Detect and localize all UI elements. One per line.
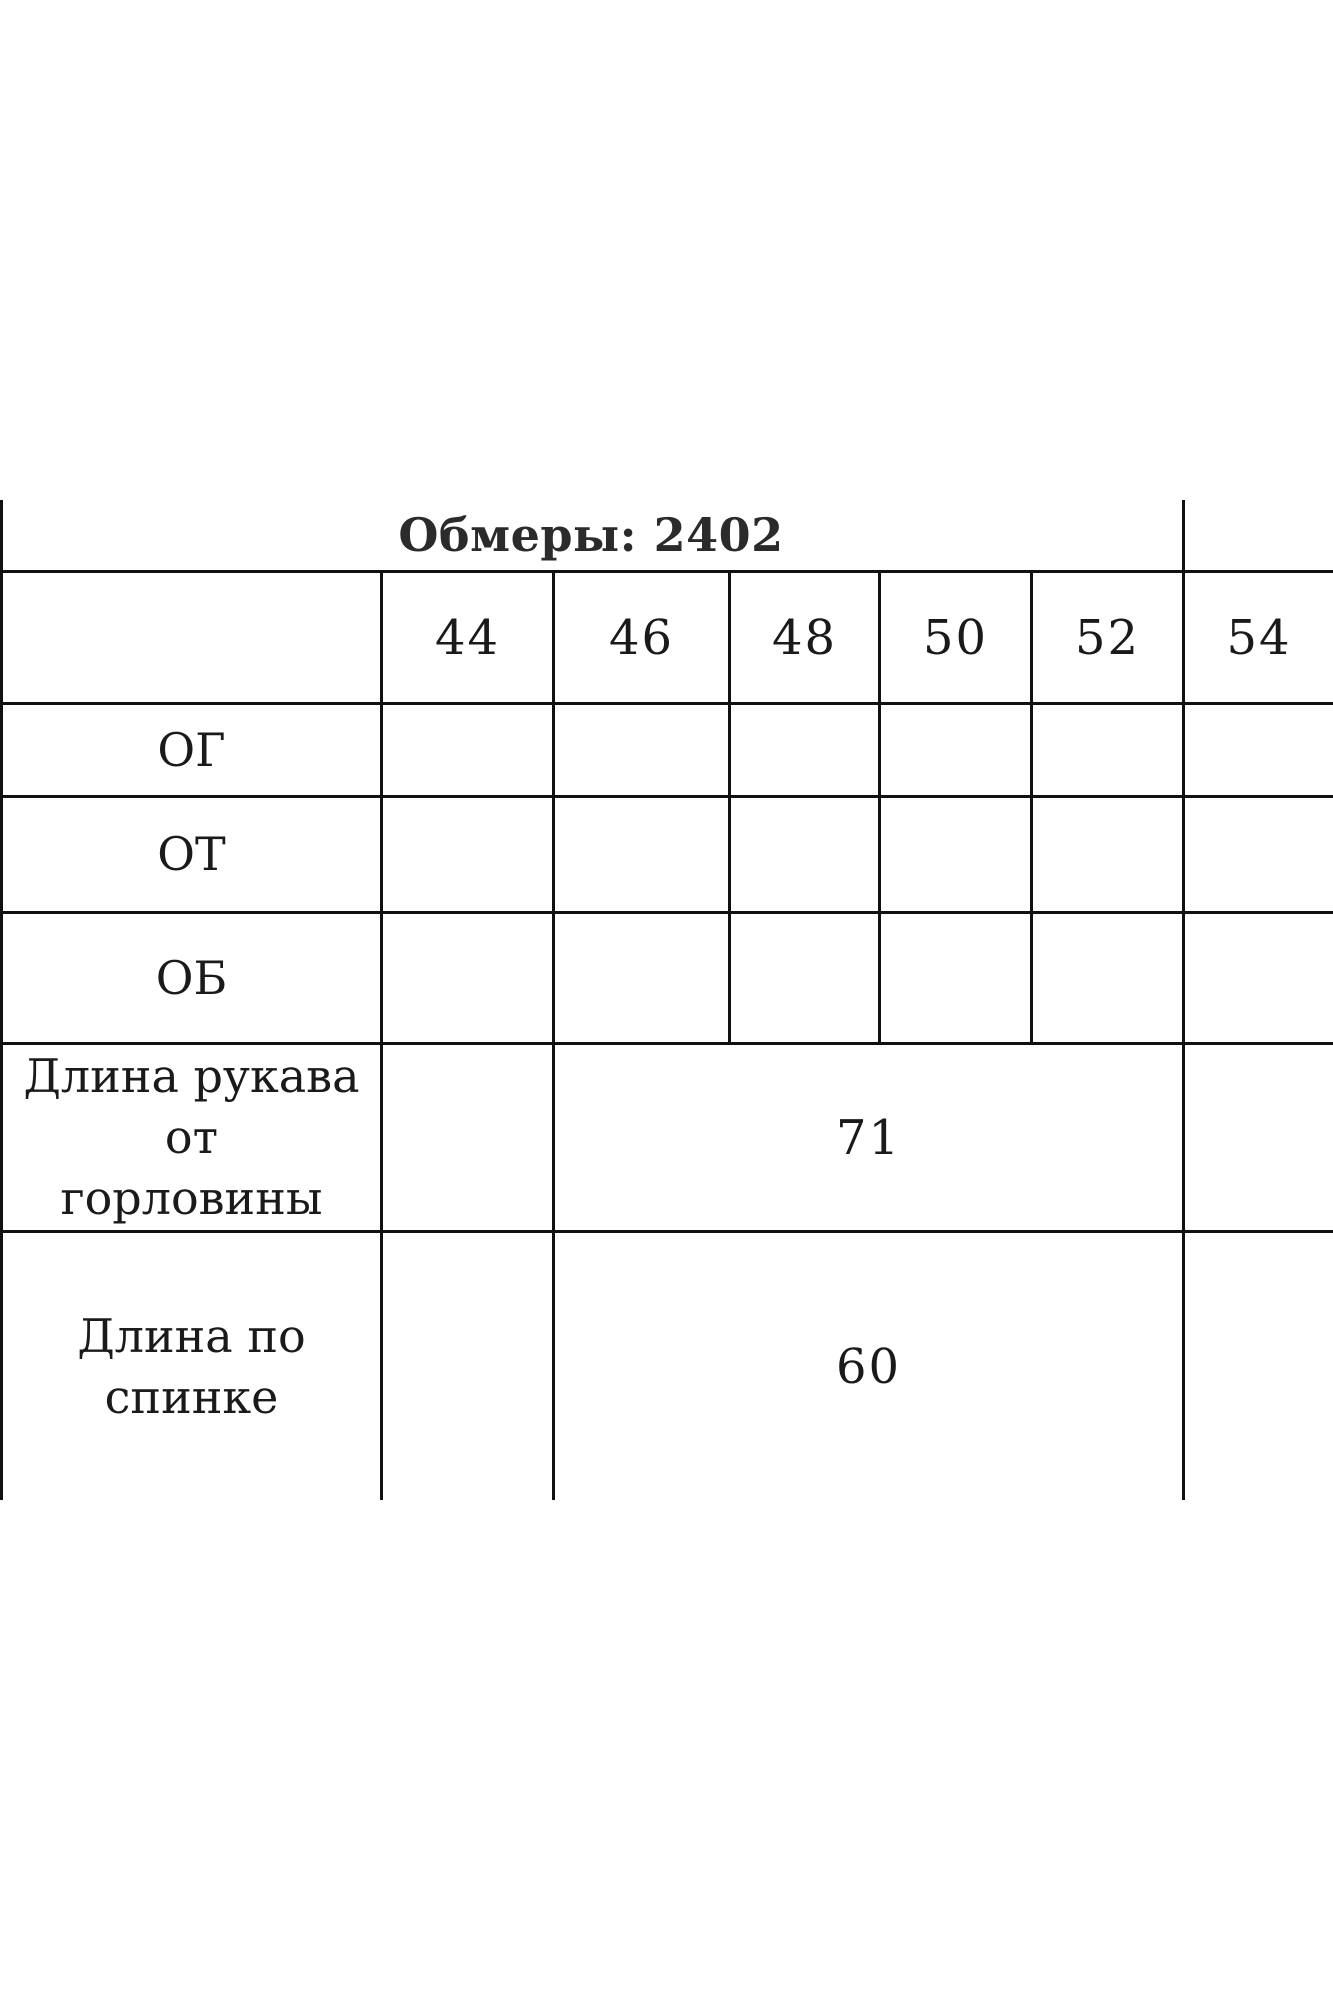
grid-line [380, 571, 383, 1500]
size-header-52: 52 [1074, 609, 1141, 666]
table-title: Обмеры: 2402 [398, 508, 784, 562]
row-label-og: ОГ [157, 722, 226, 777]
size-header-54: 54 [1226, 609, 1292, 666]
row-label-sleeve-length: Длина рукава от горловины [23, 1049, 360, 1225]
size-header-46: 46 [608, 609, 675, 666]
size-header-50: 50 [922, 609, 989, 666]
row-label-ot: ОТ [157, 827, 226, 881]
size-header-48: 48 [771, 609, 838, 666]
row-label-back-length: Длина по спинке [77, 1308, 306, 1424]
value-back-length: 60 [835, 1338, 902, 1395]
value-sleeve-length: 71 [835, 1109, 902, 1166]
row-label-ob: ОБ [155, 950, 228, 1005]
size-header-44: 44 [434, 609, 501, 666]
